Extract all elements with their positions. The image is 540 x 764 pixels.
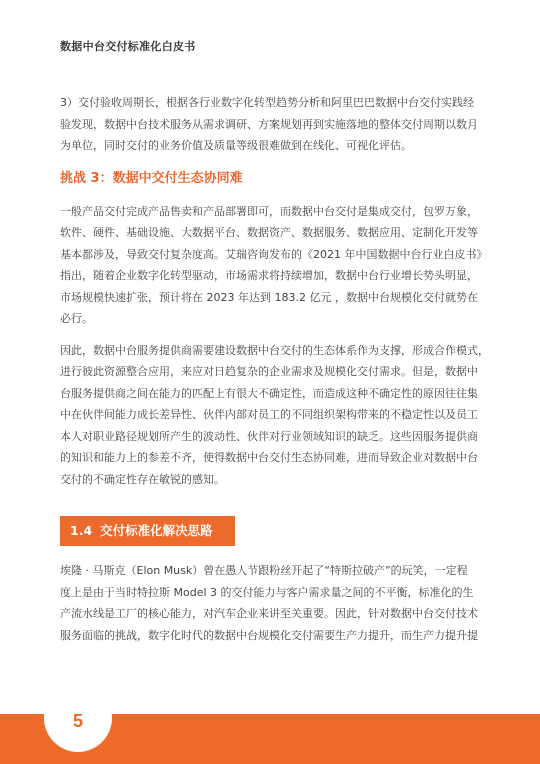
paragraph-acceptance-cycle xyxy=(60,92,485,157)
text-line: 3）交付验收周期长，根据各行业数字化转型趋势分析和阿里巴巴数据中台交付实践经 xyxy=(60,96,474,109)
paragraph-ecosystem-intro xyxy=(60,201,488,330)
text-line: 验发现，数据中台技术服务从需求调研、方案规划再到实施落地的整体交付周期以数月 xyxy=(60,117,478,131)
text-line: 度上是由于当时特拉斯 Model 3 的交付能力与客户需求量之间的不平衡，标准化的生 xyxy=(60,585,474,599)
text-line: 交付的不确定性存在敏锐的感知。 xyxy=(60,472,225,486)
page-content xyxy=(60,92,489,656)
page-number: 5 xyxy=(72,711,83,731)
text-line: 服务面临的挑战，数字化时代的数据中台规模化交付需要生产力提升，而生产力提升提 xyxy=(60,628,478,642)
text-line: 一般产品交付完成产品售卖和产品部署即可，而数据中台交付是集成交付，包罗万象， xyxy=(60,204,478,218)
text-line: 中在伙伴间能力成长差异性、伙伴内部对员工的不同组织架构带来的不稳定性以及员工 xyxy=(60,408,478,421)
text-line: 基本都涉及，导致交付复杂度高。艾瑞咨询发布的《2021 年中国数据中台行业白皮书》 xyxy=(60,247,488,261)
text-line: 软件、硬件、基础设施、大数据平台、数据资产、数据服务、数据应用、定制化开发等 xyxy=(60,226,478,239)
section-title: 交付标准化解决思路 xyxy=(100,523,213,538)
text-line: 进行彼此资源整合应用，来应对日趋复杂的企业需求及规模化交付需求。但是，数据中 xyxy=(60,365,478,378)
text-line: 产流水线是工厂的核心能力，对汽车企业来讲至关重要。因此，针对数据中台交付技术 xyxy=(60,607,478,620)
running-header: 数据中台交付标准化白皮书 xyxy=(60,40,196,53)
text-line: 为单位，同时交付的业务价值及质量等级很难做到在线化、可视化评估。 xyxy=(60,139,412,152)
text-line: 市场规模快速扩张，预计将在 2023 年达到 183.2 亿元 ，数据中台规模化交付就势在 xyxy=(60,290,478,304)
text-line: 因此，数据中台服务提供商需要建设数据中台交付的生态体系作为支撑，形成合作模式， xyxy=(60,343,489,357)
text-line: 埃隆 · 马斯克（Elon Musk）曾在愚人节跟粉丝开起了“特斯拉破产”的玩笑，一定程 xyxy=(60,564,468,577)
section-number: 1.4 xyxy=(70,523,93,538)
text-line: 本人对职业路径规划所产生的波动性、伙伴对行业领域知识的缺乏。这些因服务提供商 xyxy=(60,429,478,443)
text-line: 必行。 xyxy=(60,312,93,325)
text-line: 的知识和能力上的参差不齐，使得数据中台交付生态协同难，进而导致企业对数据中台 xyxy=(60,451,478,464)
section-1-4-heading xyxy=(60,516,235,546)
challenge-3-heading: 挑战 3：数据中交付生态协同难 xyxy=(60,170,243,186)
text-line: 指出，随着企业数字化转型驱动，市场需求将持续增加，数据中台行业增长势头明显， xyxy=(60,269,478,282)
paragraph-musk-tesla xyxy=(60,560,485,646)
text-line: 台服务提供商之间在能力的匹配上有很大不确定性，而造成这种不确定性的原因往往集 xyxy=(60,386,478,400)
paragraph-ecosystem-challenges xyxy=(60,340,489,491)
